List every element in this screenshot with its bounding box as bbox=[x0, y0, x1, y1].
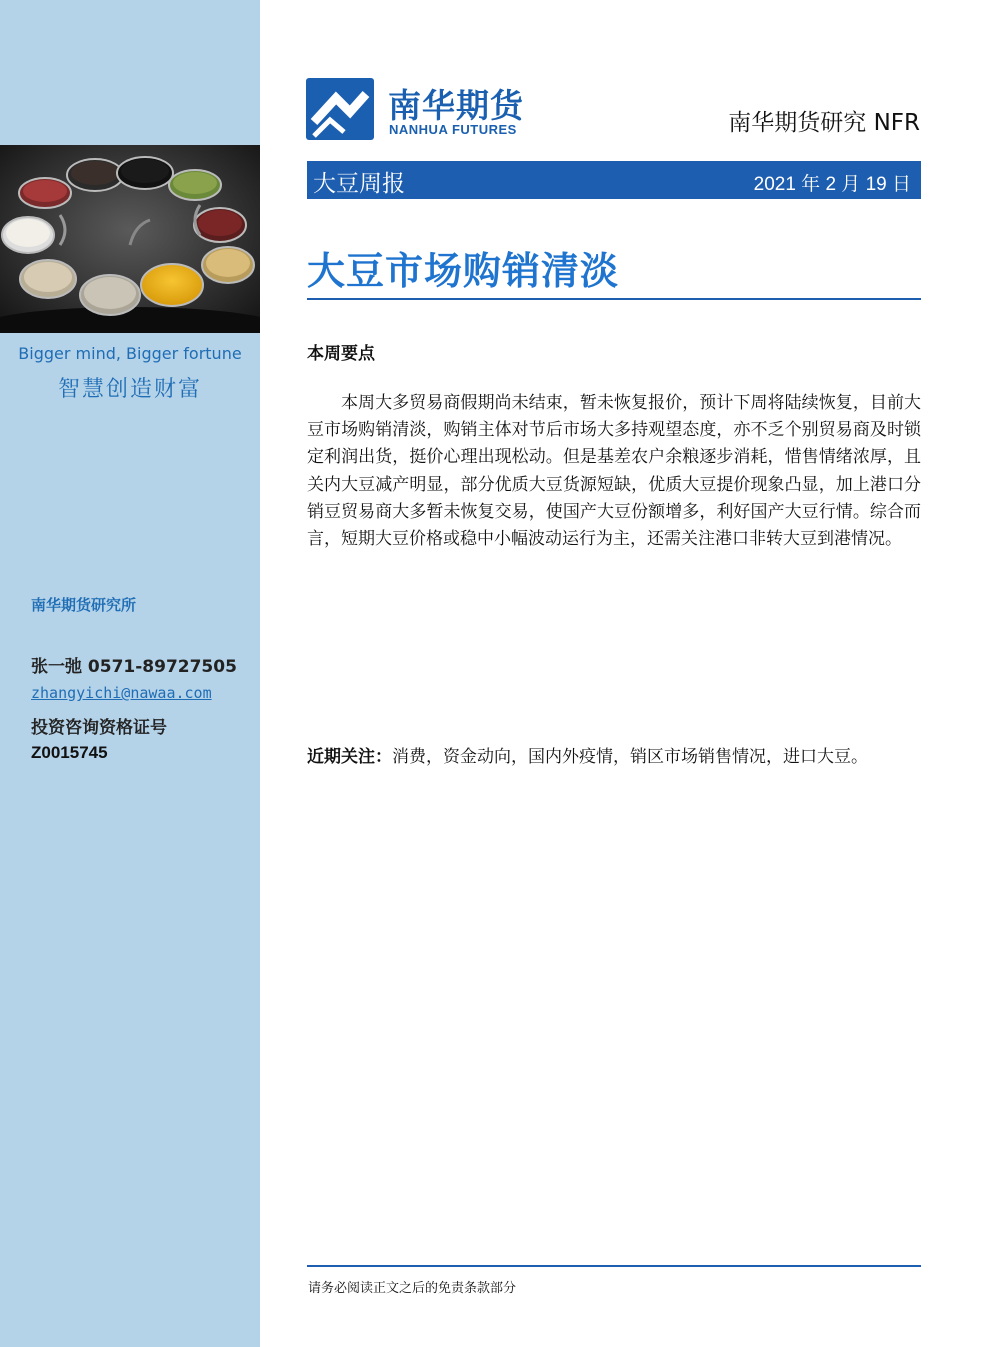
analyst-contact: 张一弛 0571-89727505 bbox=[31, 657, 237, 677]
divider-top bbox=[307, 298, 921, 300]
divider-bottom bbox=[307, 1265, 921, 1267]
focus-paragraph bbox=[307, 744, 897, 771]
report-date: 2021 年 2 月 19 日 bbox=[753, 174, 911, 195]
slogan-english: Bigger mind, Bigger fortune bbox=[18, 344, 242, 363]
summary-paragraph: 本周大多贸易商假期尚未结束，暂未恢复报价，预计下周将陆续恢复，目前大豆市场购销清淡，购销主体对节后市场大多持观望态度，亦不乏个别贸易商及时锁定利润出货，挺价心理出现松动。但是基差农户余粮逐步消耗，惜售情绪浓厚，且关内大豆减产明显，部分优质大豆货源短缺，优质大豆提价现象凸显，加上港口分销豆贸易商大多暂未恢复交易，使国产大豆份额增多，利好国产大豆行情。综合而言，短期大豆价格或稳中小幅波动运行为主，还需关注港口非转大豆到港情况。 bbox=[307, 393, 921, 550]
disclaimer-note: 请务必阅读正文之后的免责条款部分 bbox=[308, 1281, 517, 1296]
grain-bowls-photo bbox=[0, 145, 260, 333]
focus-text: 消费，资金动向，国内外疫情，销区市场销售情况，进口大豆。 bbox=[392, 747, 868, 767]
analyst-email-link[interactable]: zhangyichi@nawaa.com bbox=[31, 684, 212, 702]
focus-label: 近期关注： bbox=[307, 747, 392, 767]
institute-name: 南华期货研究所 bbox=[31, 596, 137, 614]
nanhua-logo-icon bbox=[306, 78, 374, 140]
company-logo bbox=[306, 76, 546, 142]
sidebar bbox=[0, 0, 260, 1347]
certificate-label: 投资咨询资格证号 bbox=[31, 718, 167, 738]
section-heading: 本周要点 bbox=[307, 344, 375, 364]
logo-text-english: NANHUA FUTURES bbox=[389, 122, 517, 137]
report-type: 大豆周报 bbox=[313, 171, 405, 197]
slogan-chinese: 智慧创造财富 bbox=[57, 377, 202, 402]
logo-text-chinese: 南华期货 bbox=[388, 86, 524, 125]
report-title-bar bbox=[307, 161, 921, 199]
research-tag: 南华期货研究 NFR bbox=[728, 110, 920, 136]
report-headline: 大豆市场购销清淡 bbox=[307, 249, 620, 293]
certificate-number: Z0015745 bbox=[31, 743, 108, 762]
